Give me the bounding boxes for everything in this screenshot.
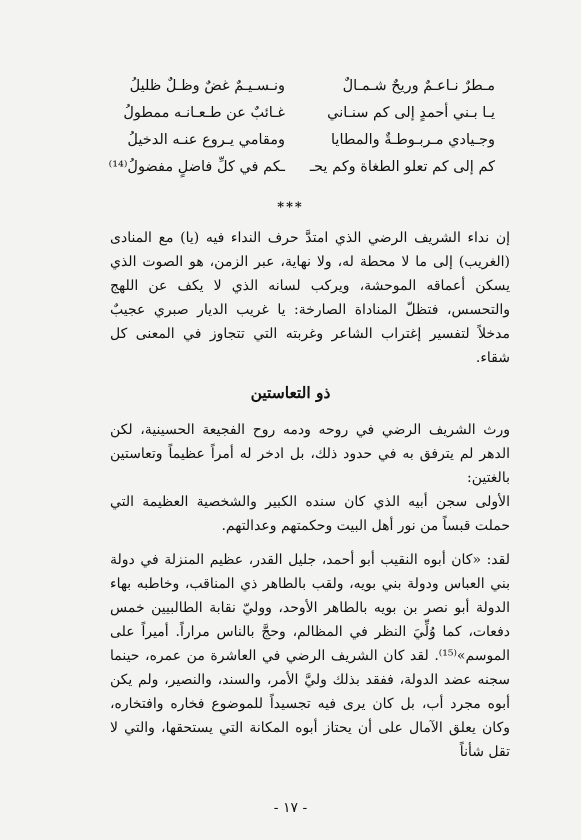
verse-left-hemistich: غـائبٌ عن طـعـانـه ممطولُ [123, 104, 285, 121]
verse-right-hemistich: مـطرٌ نـاعـمٌ وريحٌ شـمـالٌ [342, 77, 495, 94]
verse-left-hemistich: ومقامي يـروع عنـه الدخيلُ [127, 131, 285, 148]
verse-line [95, 153, 495, 180]
section-heading: ذو التعاستين [250, 383, 331, 402]
paragraph-first-misery: الأولى سجن أبيه الذي كان سنده الكبير والشخصية العظيمة التي حملت قبساً من نور أهل البيت وحكمتهم وعدالتهم. [110, 494, 510, 534]
section-separator: *** [277, 200, 304, 215]
verse-left-hemistich: ونـسـيـمٌ غضٌ وظـلٌ ظليلُ [129, 77, 285, 94]
paragraph-nida: إن نداء الشريف الرضي الذي امتدَّ حرف النداء فيه (يا) مع المنادى (الغريب) إلى ما لا محطة له، ولا نهاية، عبر الزمن، هو الصوت الذي يسكن أعماقه الموحشة، ويركب لسانه الذي لا يكف عن اللهج والتحسس، فتظلّ المناداة الصارخة: يا غريب الديار صبري عجيبٌ مدخلاً لتفسير إغتراب الشاعر وغربته التي تتجاوز في المعنى كل شقاء. [110, 230, 510, 366]
verse-left-hemistich: ـكم في كلِّ فاضلٍ مفضولُ⁽¹⁴⁾ [108, 158, 285, 175]
paragraph-father: لقد: «كان أبوه النقيب أبو أحمد، جليل القدر، عظيم المنزلة في دولة بني العباس ودولة بني بويه، ولقب بالطاهر ذي المناقب، وخاطبه بهاء الدولة أبو نصر بن بويه بالطاهر الأوحد، ووليّ نقابة الطالبيين خمس دفعات، كما وُلِّيَ النظر في المظالم، وحجَّ بالناس مراراً. أميراً على الموسم»⁽¹⁵⁾. لقد كان الشريف الرضي في العاشرة من عمره، حينما سجنه عضد الدولة، ففقد بذلك وليَّ الأمر، والسند، والنصير، ولم يكن أبوه مجرد أب، بل كان يرى فيه تجسيداً للموضوع فخاره وافتخاره، وكان يعلق الآمال على أن يحتاز أبوه المكانة التي يستحقها، والتي لا تقل شأناً [110, 552, 510, 760]
page-number: - ١٧ - [273, 800, 308, 816]
verse-line [95, 126, 495, 153]
verse-line [95, 99, 495, 126]
verse-right-hemistich: كم إلى كم تعلو الطغاة وكم يحـ [309, 158, 495, 175]
verse-line [95, 72, 495, 99]
poem-verses [95, 72, 495, 180]
paragraph-intro: ورث الشريف الرضي في روحه ودمه روح الفجيعة الحسينية، لكن الدهر لم يترفق به في حدود ذلك، بل ادخر له أمراً عظيماً وتعاستين بالغتين: [110, 422, 510, 486]
verse-right-hemistich: يـا بـني أحمدٍ إلى كم سنـاني [327, 104, 495, 121]
verse-right-hemistich: وجـيادي مـربـوطـةٌ والمطايا [331, 131, 495, 148]
